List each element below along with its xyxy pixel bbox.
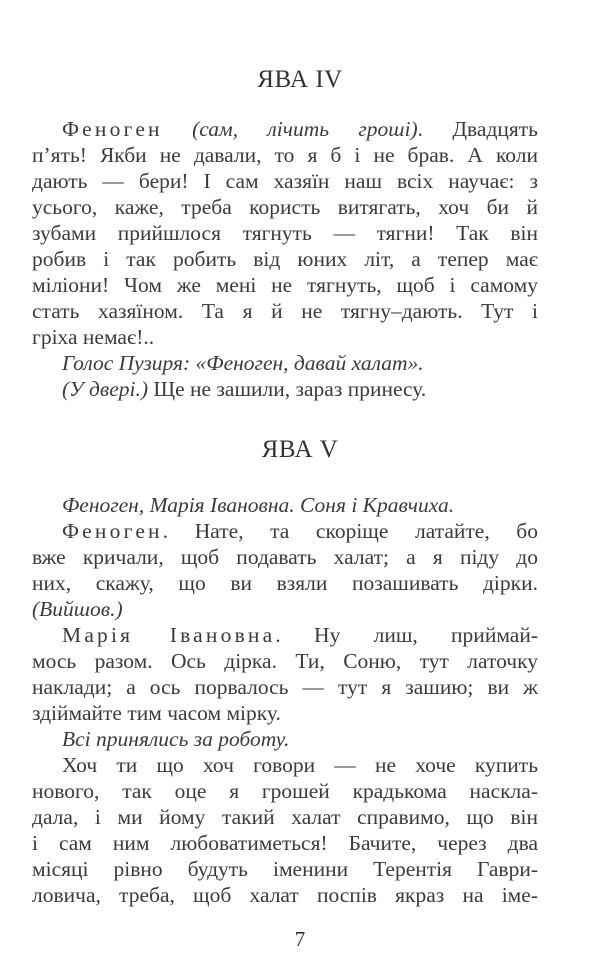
stage-direction-line	[32, 596, 538, 622]
text-line: місяці рівно будуть іменини Терентія Гаври-	[32, 857, 538, 881]
stage-direction-line	[62, 492, 538, 518]
stage-direction-line	[62, 350, 538, 376]
stage-direction-line	[62, 726, 538, 752]
text-line: робив і так робить від юних літ, а тепер має	[32, 247, 538, 271]
line-text: . Ну лиш, приймай-	[275, 623, 538, 647]
text-line: Хоч ти що хоч говори — не хоче купить	[62, 753, 538, 777]
text-line: мось разом. Ось дірка. Ти, Соню, тут латочку	[32, 649, 538, 673]
text-line: вже кричали, щоб подавать халат; а я піду до	[32, 545, 538, 569]
text-line: п’ять! Якби не давали, то я б і не брав. А коли	[32, 143, 538, 167]
line-text: . Нате, та скоріще латайте, бо	[162, 519, 538, 543]
page-number: 7	[294, 927, 306, 951]
stage-direction: (Вийшов.)	[32, 597, 123, 621]
text-line: ловича, треба, щоб халат поспів якраз на іме-	[32, 883, 538, 907]
text-line: гріха немає!..	[32, 325, 155, 349]
line-text: Ще не зашили, зараз принесу.	[148, 377, 427, 401]
text-line: дають — бери! І сам хазяїн наш всіх научає: з	[32, 169, 538, 193]
text-line: стать хазяїном. Та я й не тягну–дають. Тут і	[32, 299, 538, 323]
stage-direction: (У дверi.)	[62, 377, 149, 401]
text-line	[62, 376, 538, 402]
text-line: і сам ним любоватиметься! Бачите, через два	[32, 831, 538, 855]
text-line: усього, каже, треба користь витягать, хоч би й	[32, 195, 538, 219]
text-line: міліони! Чом же мені не тягнуть, щоб і самому	[32, 273, 538, 297]
text-line: наклади; а ось порвалось — тут я зашию; ви ж	[32, 675, 538, 699]
line-text: . Двадцять	[417, 117, 538, 141]
text-line	[62, 518, 538, 544]
text-line	[62, 116, 538, 142]
text-line	[62, 622, 538, 648]
stage-direction: Феноген, Марія Івановна. Соня і Кравчиха.	[62, 493, 455, 517]
speaker-name: Феноген	[62, 117, 163, 141]
scene-heading: ЯВА V	[261, 436, 339, 463]
scene-heading: ЯВА IV	[257, 66, 343, 93]
speaker-name: Феноген	[62, 519, 163, 543]
stage-direction: Всі принялись за роботу.	[62, 727, 290, 751]
text-line: дала, і ми йому такий халат справимо, що він	[32, 805, 538, 829]
stage-direction: (сам, лічить гроші)	[192, 117, 418, 141]
text-line: них, скажу, що ви взяли позашивать дірки.	[32, 571, 538, 595]
text-line: зубами прийшлося тягнуть — тягни! Так він	[32, 221, 538, 245]
speaker-name: Марія Івановна	[62, 623, 276, 647]
stage-direction: Голос Пузиря: «Феноген, давай халат».	[62, 351, 424, 375]
text-line: здіймайте тим часом мірку.	[32, 701, 281, 725]
text-line: нового, так оце я грошей крадькома наскла-	[32, 779, 538, 803]
